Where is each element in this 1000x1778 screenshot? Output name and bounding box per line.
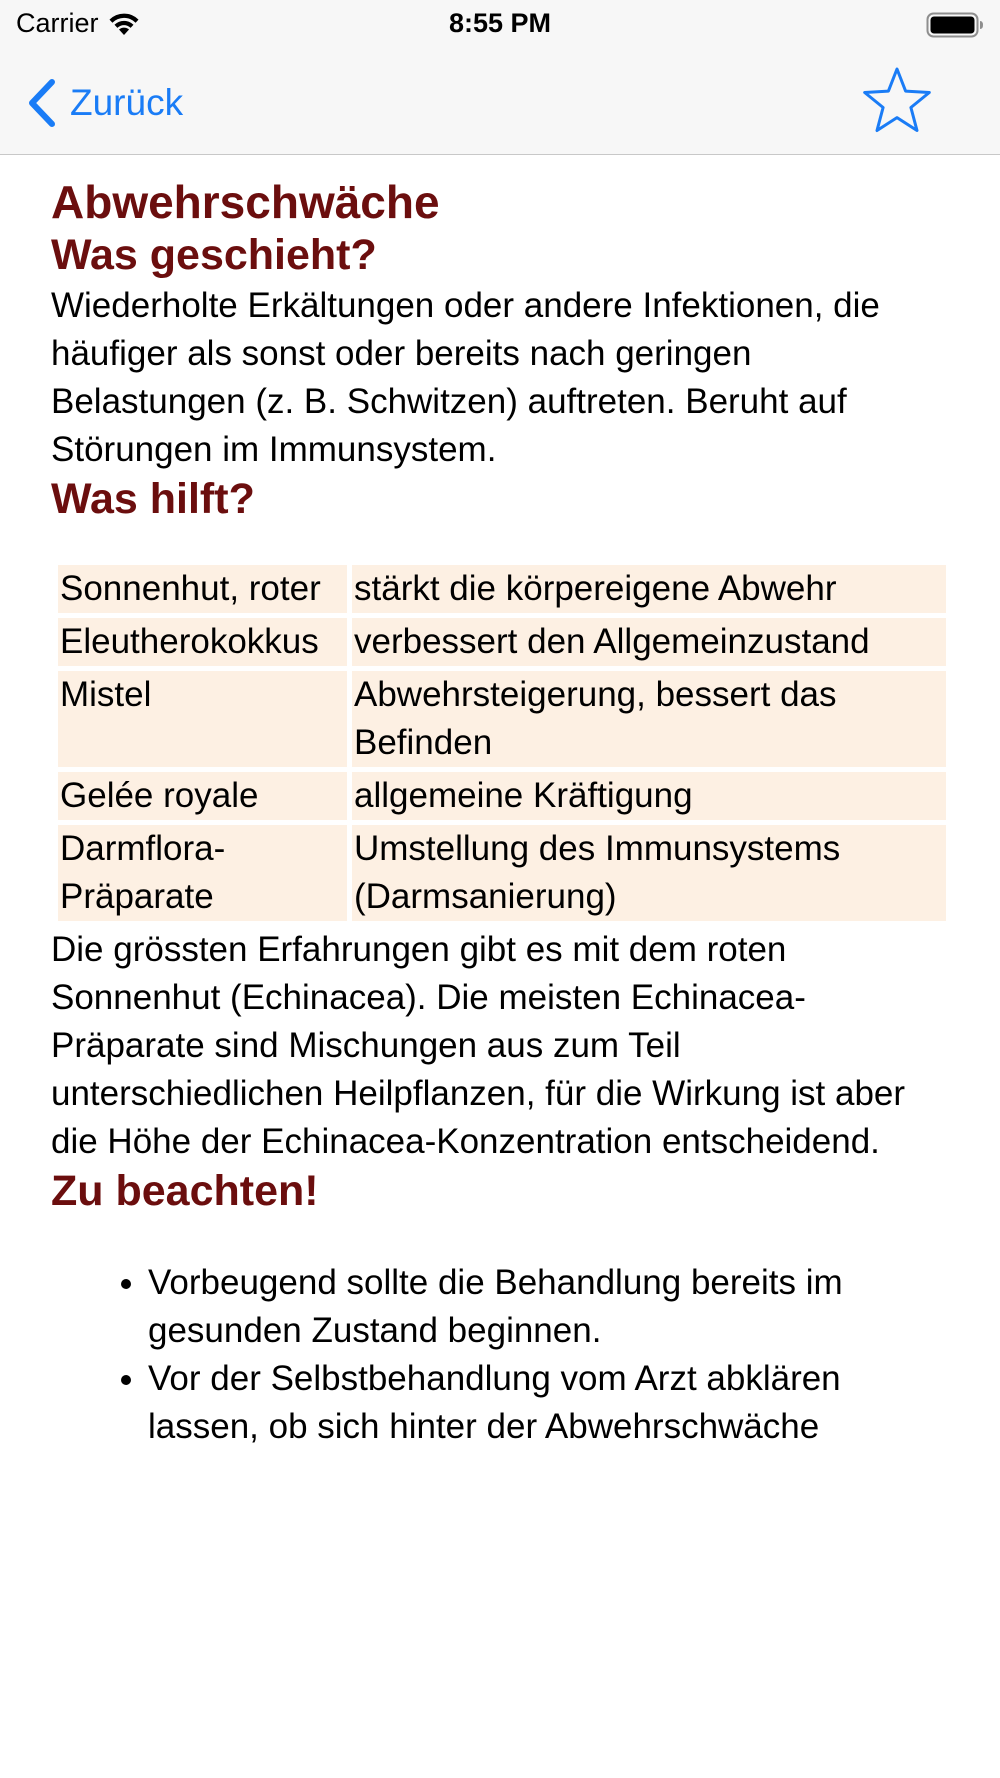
table-row: [58, 565, 946, 613]
remedy-effect: verbessert den Allgemeinzustand: [352, 618, 946, 666]
section-text-help: Die grössten Erfahrungen gibt es mit dem roten Sonnenhut (Echinacea). Die meisten Echinacea-Präparate sind Mischungen aus zum Teil unterschiedlichen Heilpflanzen, für die Wirkung ist aber die Höhe der Echinacea-Konzentration entscheidend.: [51, 930, 906, 1162]
back-button[interactable]: [26, 76, 183, 130]
list-item: • Vorbeugend sollte die Behandlung bereits im gesunden Zustand beginnen.: [148, 1259, 951, 1355]
section-heading-help: Was hilft?: [51, 474, 255, 523]
status-bar: [0, 0, 1000, 52]
remedy-effect: allgemeine Kräftigung: [352, 772, 946, 820]
table-row: [58, 671, 946, 767]
section-heading-note: Zu beachten!: [51, 1167, 319, 1216]
star-outline-icon[interactable]: [860, 64, 934, 138]
table-row: [58, 618, 946, 666]
remedy-effect: Abwehrsteigerung, bessert das Befinden: [352, 671, 946, 767]
remedy-name: Eleutherokokkus: [58, 618, 347, 666]
section-heading-what: Was geschieht?: [51, 231, 377, 280]
carrier-label: Carrier: [16, 8, 99, 38]
remedy-effect: Umstellung des Immunsystems (Darmsanierung): [352, 825, 946, 921]
table-row: [58, 825, 946, 921]
navigation-bar: [0, 52, 1000, 155]
status-time: 8:55 PM: [448, 8, 552, 38]
battery-icon: [926, 11, 984, 39]
remedy-effect: stärkt die körpereigene Abwehr: [352, 565, 946, 613]
table-row: [58, 772, 946, 820]
remedy-name: Darmflora-Präparate: [58, 825, 347, 921]
article-content: [51, 156, 951, 1451]
back-button-label: Zurück: [70, 82, 184, 123]
remedy-name: Gelée royale: [58, 772, 347, 820]
chevron-left-icon: [26, 78, 58, 128]
remedy-name: Sonnenhut, roter: [58, 565, 347, 613]
remedy-table: [53, 560, 951, 926]
section-text-what: Wiederholte Erkältungen oder andere Infektionen, die häufiger als sonst oder bereits nach geringen Belastungen (z. B. Schwitzen) auftreten. Beruht auf Störungen im Immunsystem.: [51, 285, 880, 469]
list-item: • Vor der Selbstbehandlung vom Arzt abklären lassen, ob sich hinter der Abwehrschwäche: [148, 1355, 951, 1451]
remedy-name: Mistel: [58, 671, 347, 767]
note-list: [51, 1259, 951, 1451]
page-title: Abwehrschwäche: [51, 176, 440, 228]
